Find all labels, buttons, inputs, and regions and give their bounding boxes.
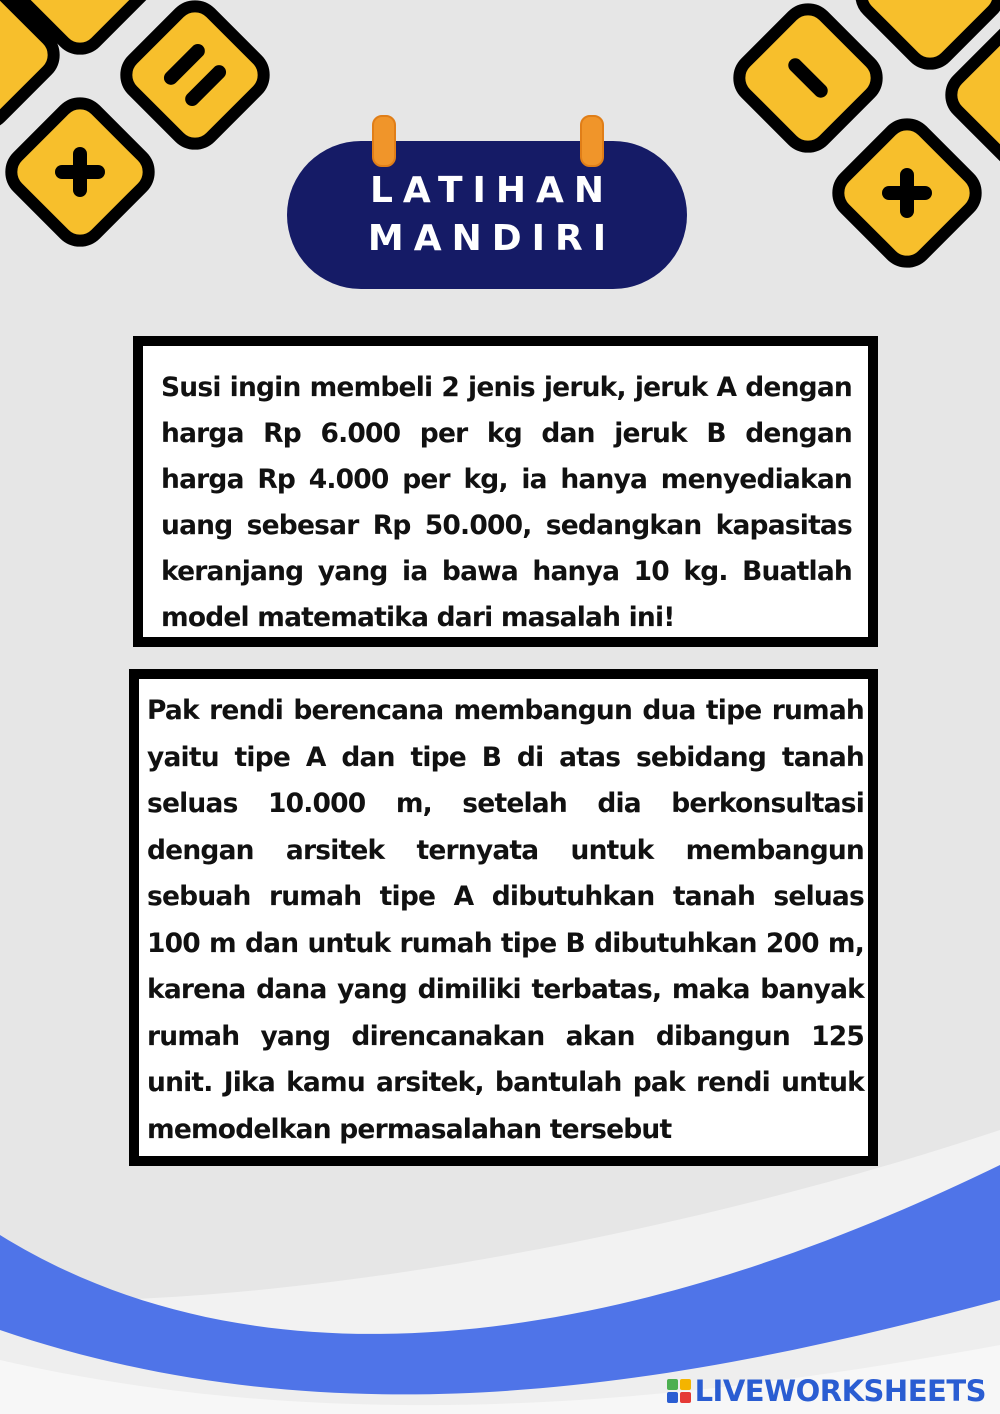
calendar-ring-left xyxy=(372,115,396,167)
title-banner xyxy=(287,141,687,289)
equals-icon xyxy=(117,0,273,153)
liveworksheets-logo-icon xyxy=(667,1379,691,1403)
problem-1-text: Susi ingin membeli 2 jenis jeruk, jeruk A dengan harga Rp 6.000 per kg dan jeruk B dengan harga Rp 4.000 per kg, ia hanya menyediakan uang sebesar Rp 50.000, sedangkan kapasitas keranjang yang ia bawa hanya 10 kg. Buatlah model matematika dari masalah ini! xyxy=(161,372,852,633)
plus-icon xyxy=(829,115,985,271)
liveworksheets-watermark xyxy=(667,1374,986,1408)
title-line-2: MANDIRI xyxy=(367,218,617,259)
plus-icon xyxy=(2,94,158,250)
watermark-text: LIVEWORKSHEETS xyxy=(694,1374,986,1408)
minus-icon xyxy=(730,0,886,156)
problem-2-text: Pak rendi berencana membangun dua tipe rumah yaitu tipe A dan tipe B di atas sebidang tanah seluas 10.000 m, setelah dia berkonsultasi dengan arsitek ternyata untuk membangun sebuah rumah tipe A dibutuhkan tanah seluas 100 m dan untuk rumah tipe B dibutuhkan 200 m, karena dana yang dimiliki terbatas, maka banyak rumah yang direncanakan akan dibangun 125 unit. Jika kamu arsitek, bantulah pak rendi untuk memodelkan permasalahan tersebut xyxy=(147,695,864,1145)
problem-box-2 xyxy=(129,669,878,1166)
title-line-1: LATIHAN xyxy=(369,170,615,211)
calendar-ring-right xyxy=(580,115,604,167)
problem-box-1 xyxy=(133,336,878,647)
